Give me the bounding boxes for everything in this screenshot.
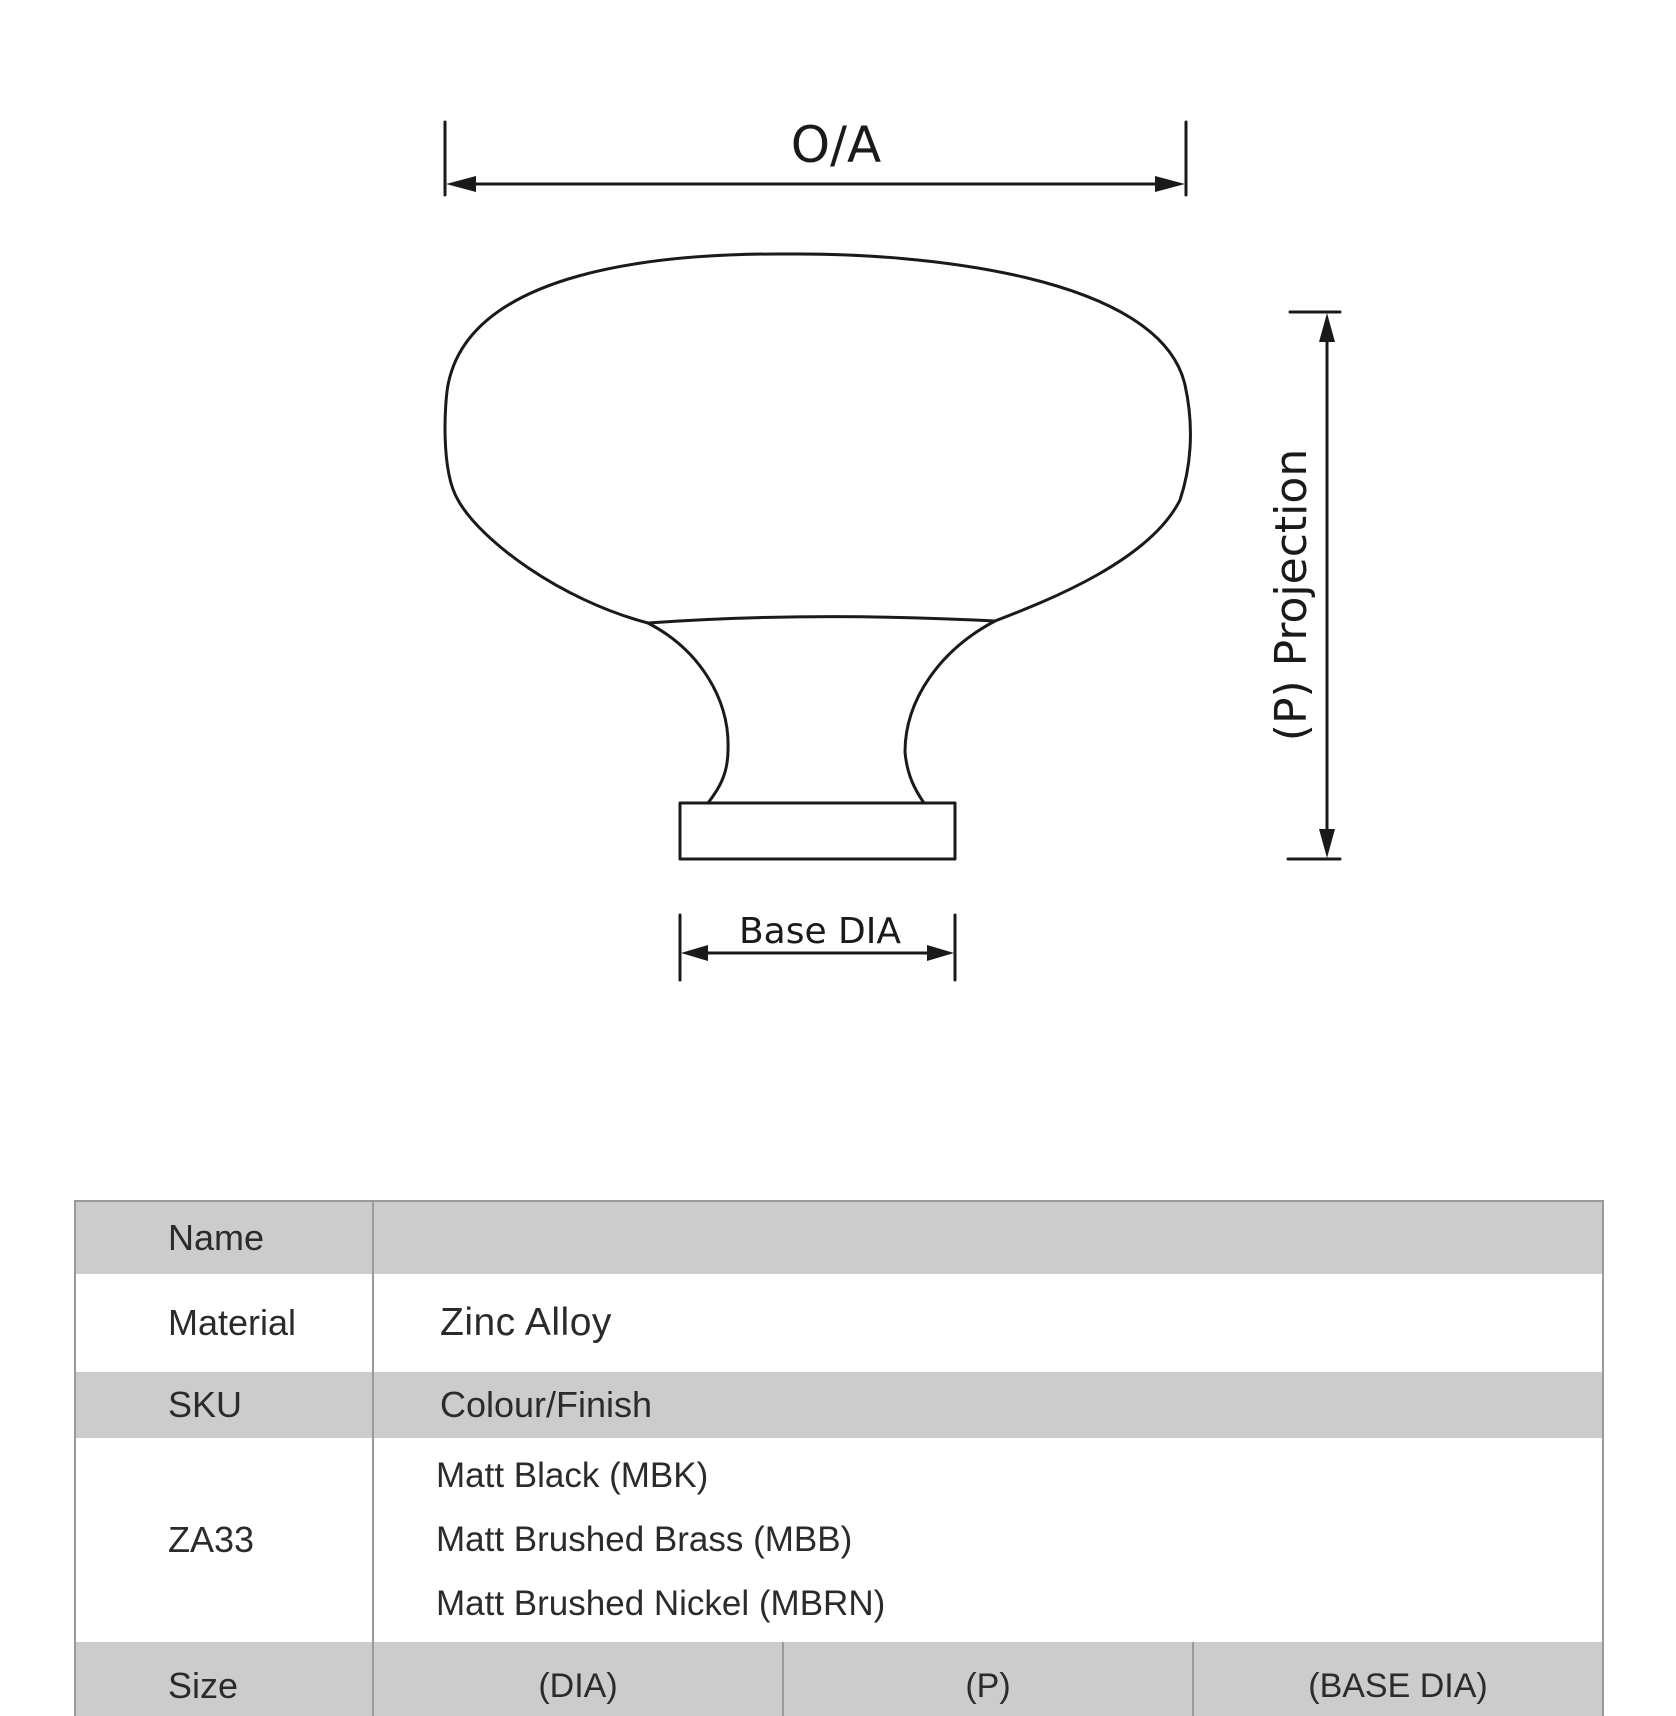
name-row (75, 1201, 1603, 1274)
projection-arrow-top (1319, 313, 1335, 342)
spec-table (74, 1200, 1604, 1716)
knob-neck-seam (648, 617, 995, 623)
base-arrow-right (927, 945, 954, 961)
sku-header-row (75, 1372, 1603, 1438)
overall-dimension-label: O/A (790, 116, 882, 174)
oa-arrow-left (446, 176, 476, 192)
projection-dimension-label: (P) Projection (1266, 448, 1317, 742)
knob-neck-left (648, 623, 728, 803)
material-label: Material (75, 1274, 373, 1372)
size-label: Size (75, 1642, 373, 1716)
sku-value: ZA33 (75, 1438, 373, 1642)
finish-cell (373, 1438, 1603, 1642)
finish-item: Matt Brushed Brass (MBB) (436, 1520, 853, 1559)
finish-label: Colour/Finish (373, 1372, 1603, 1438)
knob-base (680, 803, 955, 859)
size-col-base-dia: (BASE DIA) (1193, 1642, 1603, 1716)
base-dimension-label: Base DIA (738, 911, 902, 952)
size-col-projection: (P) (783, 1642, 1193, 1716)
material-value: Zinc Alloy (440, 1301, 612, 1344)
name-label: Name (75, 1201, 373, 1274)
knob-head-outline (445, 254, 1190, 623)
oa-arrow-right (1155, 176, 1185, 192)
name-value (373, 1201, 1603, 1274)
finish-list (374, 1444, 1602, 1636)
variant-row (75, 1438, 1603, 1642)
size-header-row (75, 1642, 1603, 1716)
finish-item: Matt Black (MBK) (436, 1456, 709, 1495)
base-arrow-left (681, 945, 708, 961)
projection-arrow-bottom (1319, 829, 1335, 858)
knob-neck-right (905, 621, 995, 803)
material-row (75, 1274, 1603, 1372)
finish-item: Matt Brushed Nickel (MBRN) (436, 1584, 886, 1623)
sku-label: SKU (75, 1372, 373, 1438)
size-col-dia: (DIA) (373, 1642, 783, 1716)
